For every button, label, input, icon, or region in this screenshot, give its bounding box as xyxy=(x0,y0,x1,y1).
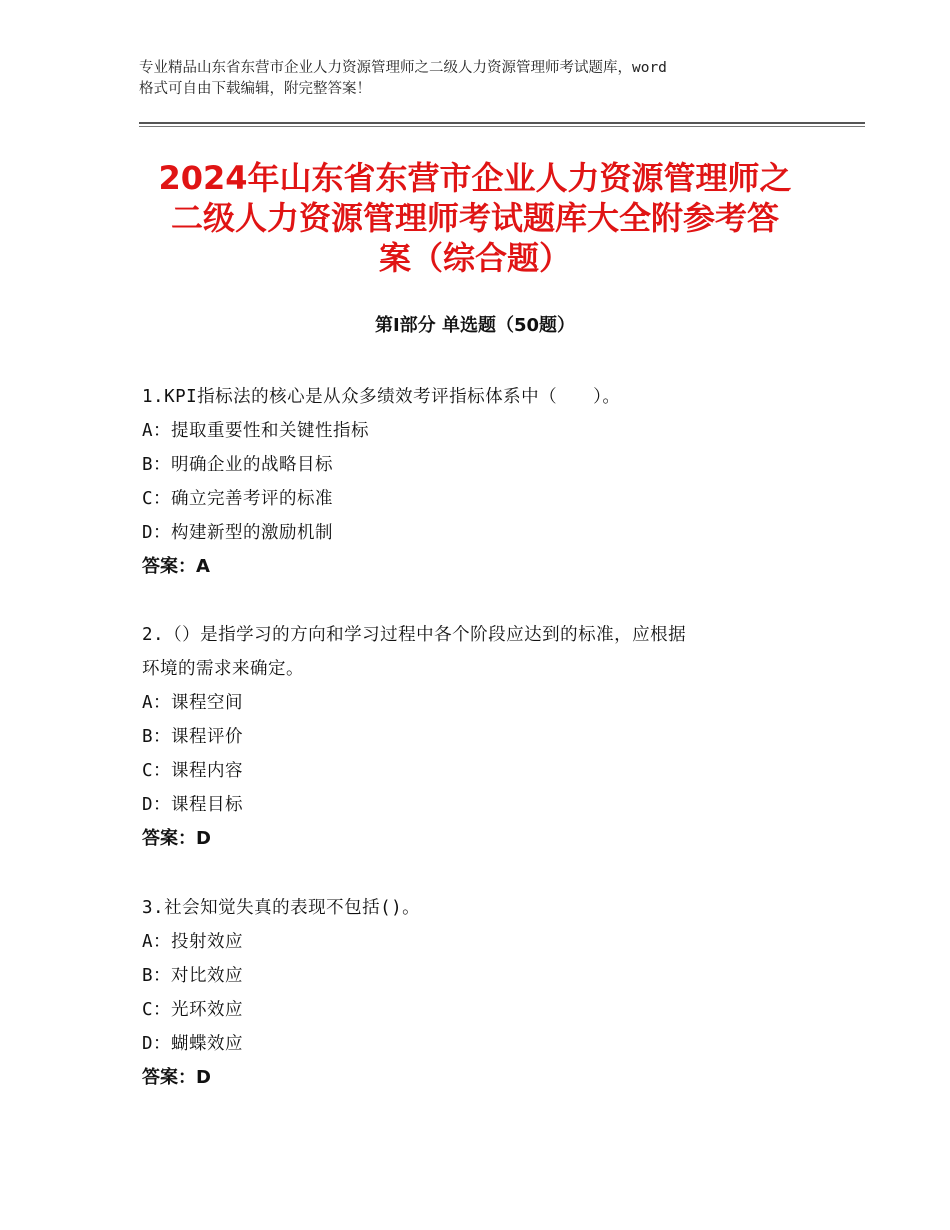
option-c: C：课程内容 xyxy=(142,761,244,781)
header-divider-thick xyxy=(139,122,865,124)
option-d: D：构建新型的激励机制 xyxy=(142,523,334,543)
question-stem: 1.KPI指标法的核心是从众多绩效考评指标体系中（ ）。 xyxy=(142,387,621,407)
option-b: B：课程评价 xyxy=(142,727,244,747)
answer: 答案：D xyxy=(142,828,211,849)
option-a: A：投射效应 xyxy=(142,932,244,952)
title-line-2: 二级人力资源管理师考试题库大全附参考答 xyxy=(170,199,779,237)
option-a: A：提取重要性和关键性指标 xyxy=(142,421,370,441)
answer: 答案：A xyxy=(142,556,210,577)
answer: 答案：D xyxy=(142,1067,211,1088)
option-b: B：明确企业的战略目标 xyxy=(142,455,334,475)
question-2 xyxy=(142,618,822,856)
option-c: C：光环效应 xyxy=(142,1000,244,1020)
document-title xyxy=(130,158,820,278)
question-1 xyxy=(142,380,822,584)
header-note xyxy=(139,58,829,100)
question-3 xyxy=(142,891,822,1095)
header-divider-thin xyxy=(139,126,865,127)
option-a: A：课程空间 xyxy=(142,693,244,713)
option-d: D：蝴蝶效应 xyxy=(142,1034,244,1054)
option-c: C：确立完善考评的标准 xyxy=(142,489,334,509)
title-line-3: 案（综合题） xyxy=(378,239,571,277)
section-title: 第Ⅰ部分 单选题（50题） xyxy=(374,315,575,336)
header-note-line-2: 格式可自由下载编辑，附完整答案！ xyxy=(139,81,371,97)
option-d: D：课程目标 xyxy=(142,795,244,815)
title-line-1: 2024年山东省东营市企业人力资源管理师之 xyxy=(158,159,792,197)
question-stem-line-2: 环境的需求来确定。 xyxy=(142,659,304,679)
option-b: B：对比效应 xyxy=(142,966,244,986)
question-stem-line-1: 2.（）是指学习的方向和学习过程中各个阶段应达到的标准，应根据 xyxy=(142,625,687,645)
header-note-line-1: 专业精品山东省东营市企业人力资源管理师之二级人力资源管理师考试题库，word xyxy=(139,60,667,76)
question-stem: 3.社会知觉失真的表现不包括()。 xyxy=(142,898,421,918)
